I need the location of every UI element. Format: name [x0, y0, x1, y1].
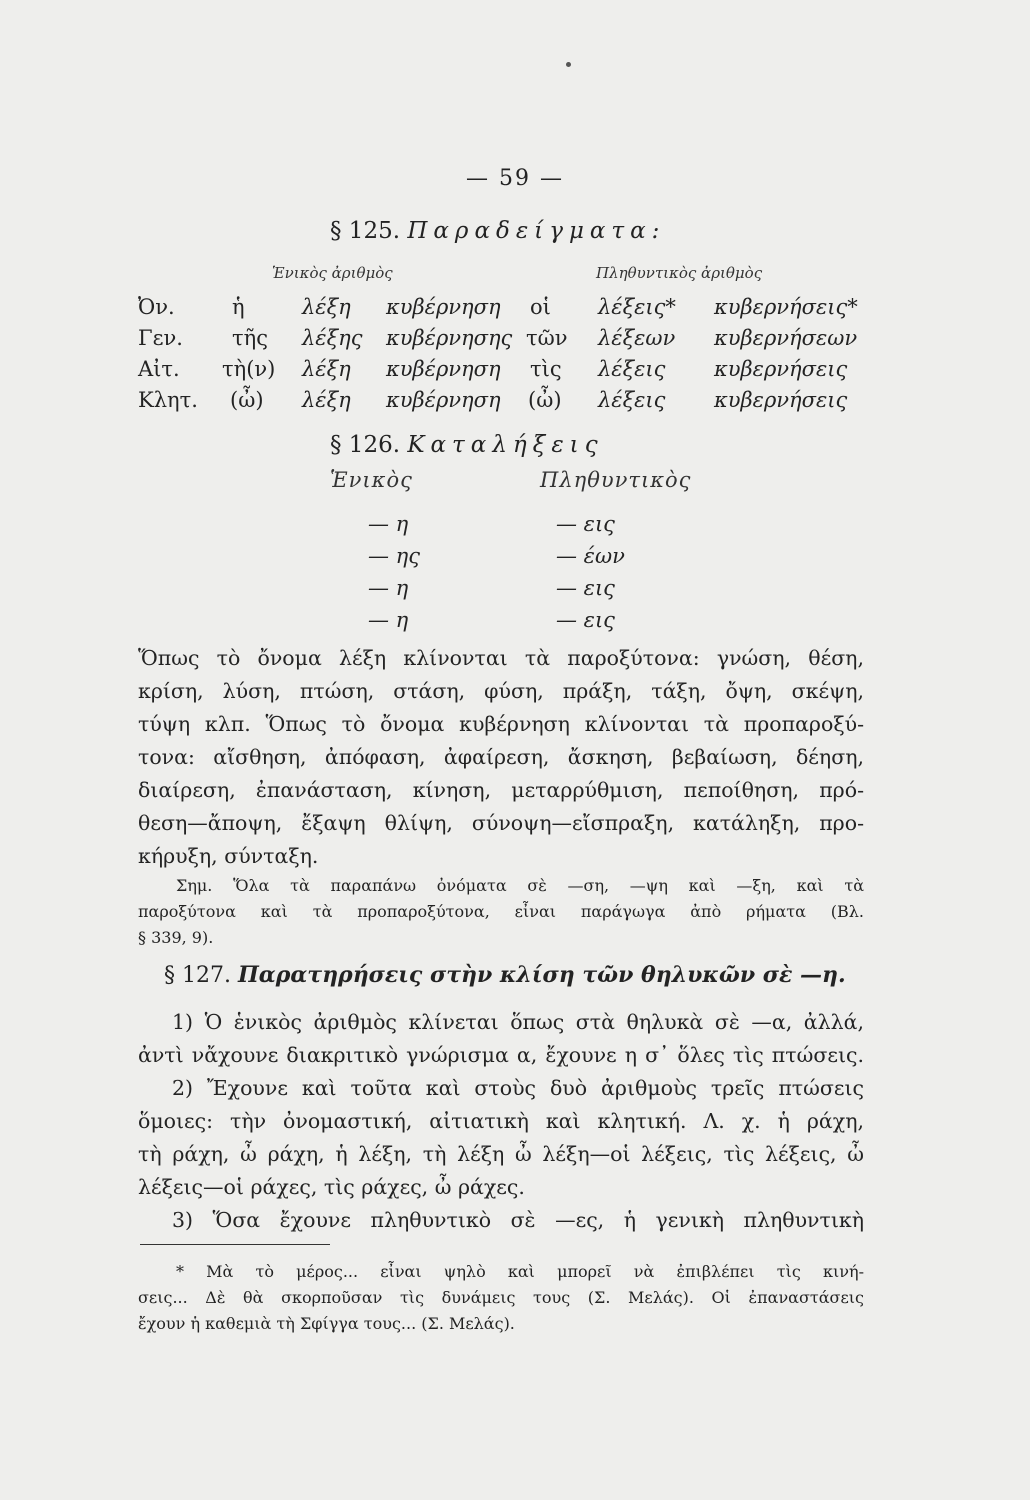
table-cell: κυβερνήσεις [714, 357, 848, 381]
table-cell: κυβέρνηση [386, 388, 501, 412]
table-cell: κυβερνήσεις* [714, 295, 858, 319]
table-cell: — έων [556, 544, 625, 568]
table-cell: κυβέρνηση [386, 357, 501, 381]
table-cell: λέξης [302, 326, 363, 350]
footnote-line: * Μὰ τὸ μέρος... εἶναι ψηλὸ καὶ μπορεῖ νὰ ἐπιβλέπει τὶς κινή- [176, 1262, 864, 1281]
table-cell: τὶς [530, 357, 562, 381]
s126-plural-header: Πληθυντικὸς [540, 468, 692, 492]
text-line: θεση—ἄποψη, ἔξαψη θλίψη, σύνοψη—εἴσπραξη, κατάληξη, προ- [138, 811, 864, 835]
table-cell: Ὀν. [138, 295, 175, 319]
section-127-title: Παρατηρήσεις στὴν κλίση τῶν θηλυκῶν σὲ —η. [237, 962, 846, 988]
note-line: παροξύτονα καὶ τὰ προπαροξύτονα, εἶναι παράγωγα ἀπὸ ρήματα (Βλ. [138, 902, 864, 921]
table-cell: — εις [556, 576, 615, 600]
s126-singular-header: Ἑνικὸς [330, 468, 413, 492]
s125-singular-header: Ἑνικὸς ἀριθμὸς [272, 264, 393, 282]
table-cell: τῆς [232, 326, 268, 350]
table-cell: κυβέρνησης [386, 326, 513, 350]
section-125-number: § 125. [330, 218, 401, 244]
text-line: 2) Ἔχουνε καὶ τοῦτα καὶ στοὺς δυὸ ἀριθμοὺς τρεῖς πτώσεις [172, 1076, 864, 1100]
page-number: — 59 — [466, 166, 564, 191]
footnote-line: σεις... Δὲ θὰ σκορποῦσαν τὶς δυνάμεις τους (Σ. Μελάς). Οἱ ἐπαναστάσεις [138, 1288, 864, 1307]
text-line: τονα: αἴσθηση, ἀπόφαση, ἀφαίρεση, ἄσκηση, βεβαίωση, δέηση, [138, 745, 864, 769]
text-line: κρίση, λύση, πτώση, στάση, φύση, πράξη, τάξη, ὄψη, σκέψη, [138, 679, 864, 703]
ink-speck [566, 62, 571, 67]
table-cell: — η [368, 608, 409, 632]
section-126-heading [330, 432, 604, 458]
note-line: Σημ. Ὅλα τὰ παραπάνω ὀνόματα σὲ —ση, —ψη καὶ —ξη, καὶ τὰ [176, 876, 864, 895]
text-line: κήρυξη, σύνταξη. [138, 844, 319, 868]
table-cell: — η [368, 512, 409, 536]
table-cell: (ὦ) [528, 388, 562, 412]
section-125-heading [330, 218, 665, 244]
table-cell: — η [368, 576, 409, 600]
table-cell: — εις [556, 512, 615, 536]
table-cell: Κλητ. [138, 388, 198, 412]
table-cell: οἱ [530, 295, 551, 319]
table-cell: λέξεις [598, 388, 666, 412]
section-125-title: Παραδείγματα: [407, 218, 666, 244]
text-line: τὴ ράχη, ὦ ράχη, ἡ λέξη, τὴ λέξη ὦ λέξη—οἱ λέξεις, τὶς λέξεις, ὦ [138, 1142, 864, 1166]
table-cell: λέξη [302, 388, 351, 412]
table-cell: λέξη [302, 357, 351, 381]
text-line: ἀντὶ νἄχουνε διακριτικὸ γνώρισμα α, ἔχουνε η σ᾽ ὅλες τὶς πτώσεις. [138, 1043, 864, 1067]
text-line: ὅμοιες: τὴν ὀνομαστική, αἰτιατικὴ καὶ κλητική. Λ. χ. ἡ ράχη, [138, 1109, 864, 1133]
table-cell: — ης [368, 544, 421, 568]
text-line: 1) Ὁ ἑνικὸς ἀριθμὸς κλίνεται ὅπως στὰ θηλυκὰ σὲ —α, ἀλλά, [172, 1010, 864, 1034]
text-line: τύψη κλπ. Ὅπως τὸ ὄνομα κυβέρνηση κλίνονται τὰ προπαροξύ- [138, 712, 864, 736]
footnote-divider [140, 1244, 330, 1245]
table-cell: ἡ [232, 295, 245, 319]
table-cell: τῶν [526, 326, 568, 350]
table-cell: Αἰτ. [138, 357, 180, 381]
table-cell: λέξεις* [598, 295, 676, 319]
section-126-number: § 126. [330, 432, 401, 458]
table-cell: κυβερνήσεων [714, 326, 858, 350]
table-cell: λέξεων [598, 326, 676, 350]
table-cell: — εις [556, 608, 615, 632]
text-line: λέξεις—οἱ ράχες, τὶς ράχες, ὦ ράχες. [138, 1175, 525, 1199]
section-127-heading [164, 962, 846, 988]
table-cell: τὴ(ν) [222, 357, 276, 381]
footnote-line: ἔχουν ἡ καθεμιὰ τὴ Σφίγγα τους... (Σ. Μελάς). [138, 1314, 515, 1333]
table-cell: λέξεις [598, 357, 666, 381]
section-126-title: Καταλήξεις [407, 432, 604, 458]
table-cell: (ὦ) [230, 388, 264, 412]
section-127-number: § 127. [164, 963, 231, 988]
table-cell: κυβέρνηση [386, 295, 501, 319]
text-line: διαίρεση, ἐπανάσταση, κίνηση, μεταρρύθμιση, πεποίθηση, πρό- [138, 778, 864, 802]
text-line: Ὅπως τὸ ὄνομα λέξη κλίνονται τὰ παροξύτονα: γνώση, θέση, [138, 646, 864, 670]
table-cell: λέξη [302, 295, 351, 319]
table-cell: κυβερνήσεις [714, 388, 848, 412]
note-line: § 339, 9). [138, 928, 214, 947]
s125-plural-header: Πληθυντικὸς ἀριθμὸς [596, 264, 763, 282]
table-cell: Γεν. [138, 326, 183, 350]
text-line: 3) Ὅσα ἔχουνε πληθυντικὸ σὲ —ες, ἡ γενικὴ πληθυντικὴ [172, 1208, 864, 1232]
